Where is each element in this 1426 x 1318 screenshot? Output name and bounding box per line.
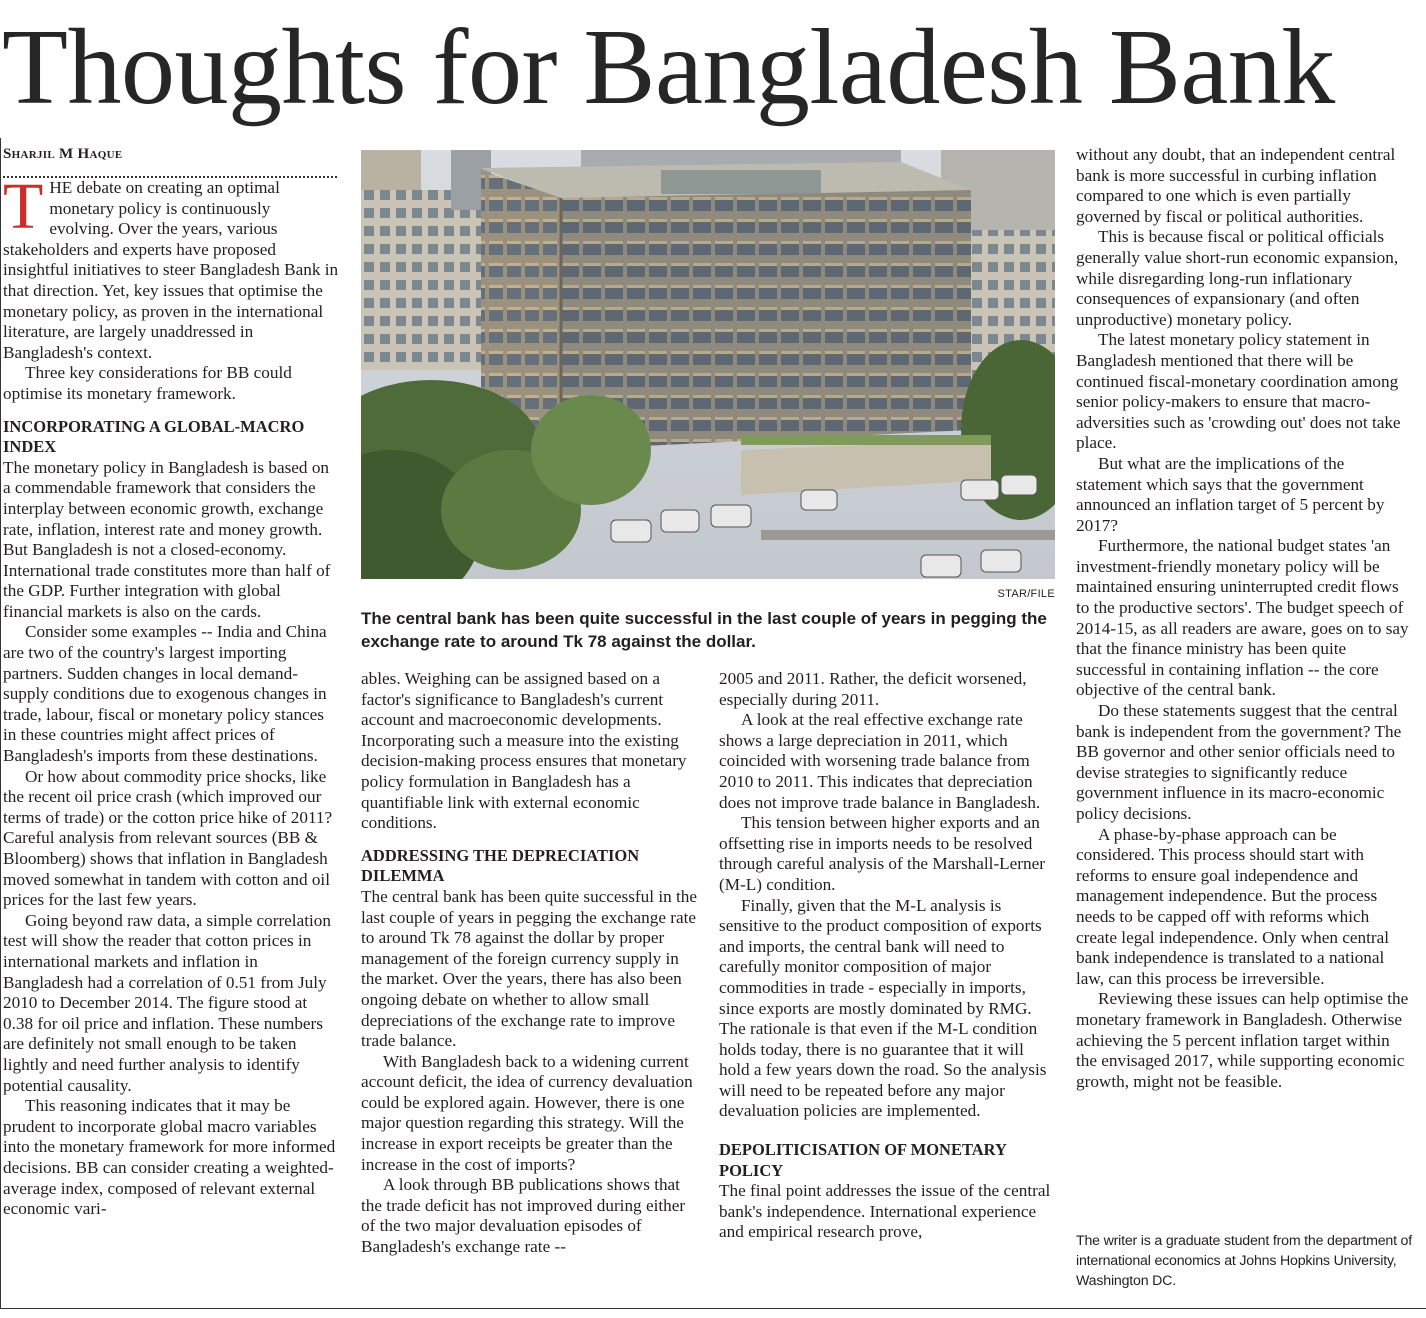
paragraph: A look at the real effective exchange rate shows a large depreciation in 2011, which coincided with worsening trade balance from 2010 to 2011. This indicates that depreciation does not improve trade balance in Bangladesh. <box>719 710 1041 812</box>
paragraph: Furthermore, the national budget states 'an investment-friendly monetary policy will be maintained ensuring uninterrupted credit flows to the productive sectors'. The budget speech of 2014-15, as all readers are aware, goes on to say that the finance ministry has been quite successful in containing inflation -- the core objective of the central bank. <box>1076 536 1409 700</box>
paragraph: The monetary policy in Bangladesh is based on a commendable framework that considers the interplay between economic growth, exchange rate, inflation, interest rate and money growth. But Bangladesh is not a closed-economy. International trade constitutes more than half of the GDP. Further integration with global financial markets is also on the cards. <box>3 457 331 621</box>
paragraph: Or how about commodity price shocks, like the recent oil price crash (which improved our terms of trade) or the cotton price hike of 2011? Careful analysis from relevant sources (BB & Bloomberg) shows that inflation in Bangladesh moved somewhat in tandem with cotton and oil prices for the last few years. <box>3 766 333 910</box>
byline: Sharjil M Haque <box>3 146 337 178</box>
section-heading: INCORPORATING A GLOBAL-MACRO INDEX <box>3 416 305 457</box>
bangladesh-bank-building-photo <box>361 150 1055 579</box>
paragraph: without any doubt, that an independent central bank is more successful in curbing inflation compared to one which is even partially governed by fiscal or political authorities. <box>1076 145 1396 226</box>
section-heading: ADDRESSING THE DEPRECIATION DILEMMA <box>361 845 640 886</box>
headline: Thoughts for Bangladesh Bank <box>2 8 1335 127</box>
paragraph: 2005 and 2011. Rather, the deficit worsened, especially during 2011. <box>719 669 1027 709</box>
paragraph: Finally, given that the M-L analysis is sensitive to the product composition of exports and imports, the central bank will need to carefully monitor composition of major commodities in trade - especially in imports, since exports are mostly dominated by RMG. The rationale is that even if the M-L condition holds today, there is no guarantee that it will hold a few years down the road. So the analysis will need to be repeated before any major devaluation policies are implemented. <box>719 895 1047 1121</box>
paragraph: THE debate on creating an optimal monetary policy is continuously evolving. Over the years, various stakeholders and experts have proposed insightful initiatives to steer Bangladesh Bank in that direction. Yet, key issues that optimise the monetary policy, as proven in the international literature, are largely unaddressed in Bangladesh's context. <box>3 170 339 362</box>
left-column-rule <box>0 138 1 1308</box>
author-bio: The writer is a graduate student from the department of international economics at Johns Hopkins University, Washington DC. <box>1076 1233 1412 1289</box>
paragraph: A look through BB publications shows that the trade deficit has not improved during either of the two major devaluation episodes of Bangladesh's exchange rate -- <box>361 1175 686 1257</box>
article-column-3 <box>719 669 1055 1243</box>
article-column-4 <box>1076 145 1413 1092</box>
section-heading: DEPOLITICISATION OF MONETARY POLICY <box>719 1140 1007 1180</box>
building-illustration <box>361 150 1055 579</box>
photo-credit: STAR/FILE <box>997 588 1055 600</box>
paragraph: With Bangladesh back to a widening current account deficit, the idea of currency devaluation could be explored again. However, there is one major question regarding this strategy. Will the increase in export receipts be greater than the increase in the cost of imports? <box>361 1051 693 1174</box>
paragraph: Do these statements suggest that the central bank is independent from the government? The BB governor and other senior officials need to devise strategies to significantly reduce government influence in its macro-economic policy decisions. <box>1076 701 1402 823</box>
paragraph: Reviewing these issues can help optimise the monetary framework in Bangladesh. Otherwise achieving the 5 percent inflation target within the envisaged 2017, while supporting economic growth, might not be feasible. <box>1076 989 1409 1091</box>
paragraph: The latest monetary policy statement in Bangladesh mentioned that there will be continued fiscal-monetary coordination among senior policy-makers to ensure that macro-adversities such as 'crowding out' does not take place. <box>1076 330 1401 453</box>
paragraph: The final point addresses the issue of the central bank's independence. International experience and empirical research prove, <box>719 1181 1051 1242</box>
paragraph: Going beyond raw data, a simple correlation test will show the reader that cotton prices in international markets and inflation in Bangladesh had a correlation of 0.51 from July 2010 to December 2014. The figure stood at 0.38 for oil price and inflation. These numbers are definitely not small enough to be taken lightly and need further analysis to identify potential causality. <box>3 910 331 1095</box>
paragraph: This reasoning indicates that it may be prudent to incorporate global macro variables into the monetary framework for more informed decisions. BB can consider creating a weighted-average index, composed of relevant external economic vari- <box>3 1096 336 1219</box>
paragraph: ables. Weighing can be assigned based on a factor's significance to Bangladesh's current account and macroeconomic developments. Incorporating such a measure into the existing decision-making process ensures that monetary policy formulation in Bangladesh has a quantifiable link with external economic conditions. <box>361 669 687 833</box>
paragraph: Consider some examples -- India and China are two of the country's largest importing partners. Sudden changes in local demand-supply conditions due to exogenous changes in trade, labour, fiscal or monetary policy stances in these countries might affect prices of Bangladesh's imports from these destinations. <box>3 622 327 766</box>
article-column-1 <box>3 170 339 1220</box>
drop-cap: T <box>3 170 44 243</box>
article-column-2 <box>361 669 698 1258</box>
paragraph: The central bank has been quite successful in the last couple of years in pegging the exchange rate to around Tk 78 against the dollar by proper management of the foreign currency supply in the market. Over the years, there has also been ongoing debate on whether to allow small depreciations of the exchange rate to improve trade balance. <box>361 886 697 1051</box>
paragraph: This is because fiscal or political officials generally value short-run economic expansion, while disregarding long-run inflationary consequences of expansionary (and often unproductive) monetary policy. <box>1076 227 1399 329</box>
paragraph: This tension between higher exports and an offsetting rise in imports needs to be resolved through careful analysis of the Marshall-Lerner (M-L) condition. <box>719 813 1045 894</box>
paragraph: Three key considerations for BB could optimise its monetary framework. <box>3 363 292 403</box>
photo-caption: The central bank has been quite successful in the last couple of years in pegging the exchange rate to around Tk 78 against the dollar. <box>361 609 1047 651</box>
paragraph: But what are the implications of the statement which says that the government announced an inflation target of 5 percent by 2017? <box>1076 453 1385 535</box>
paragraph: A phase-by-phase approach can be considered. This process should start with reforms to ensure goal independence and management independence. But the process needs to be capped off with reforms which create legal independence. Only when central bank independence is translated to a national law, can this process be irreversible. <box>1076 824 1390 988</box>
bottom-rule <box>0 1308 1426 1309</box>
